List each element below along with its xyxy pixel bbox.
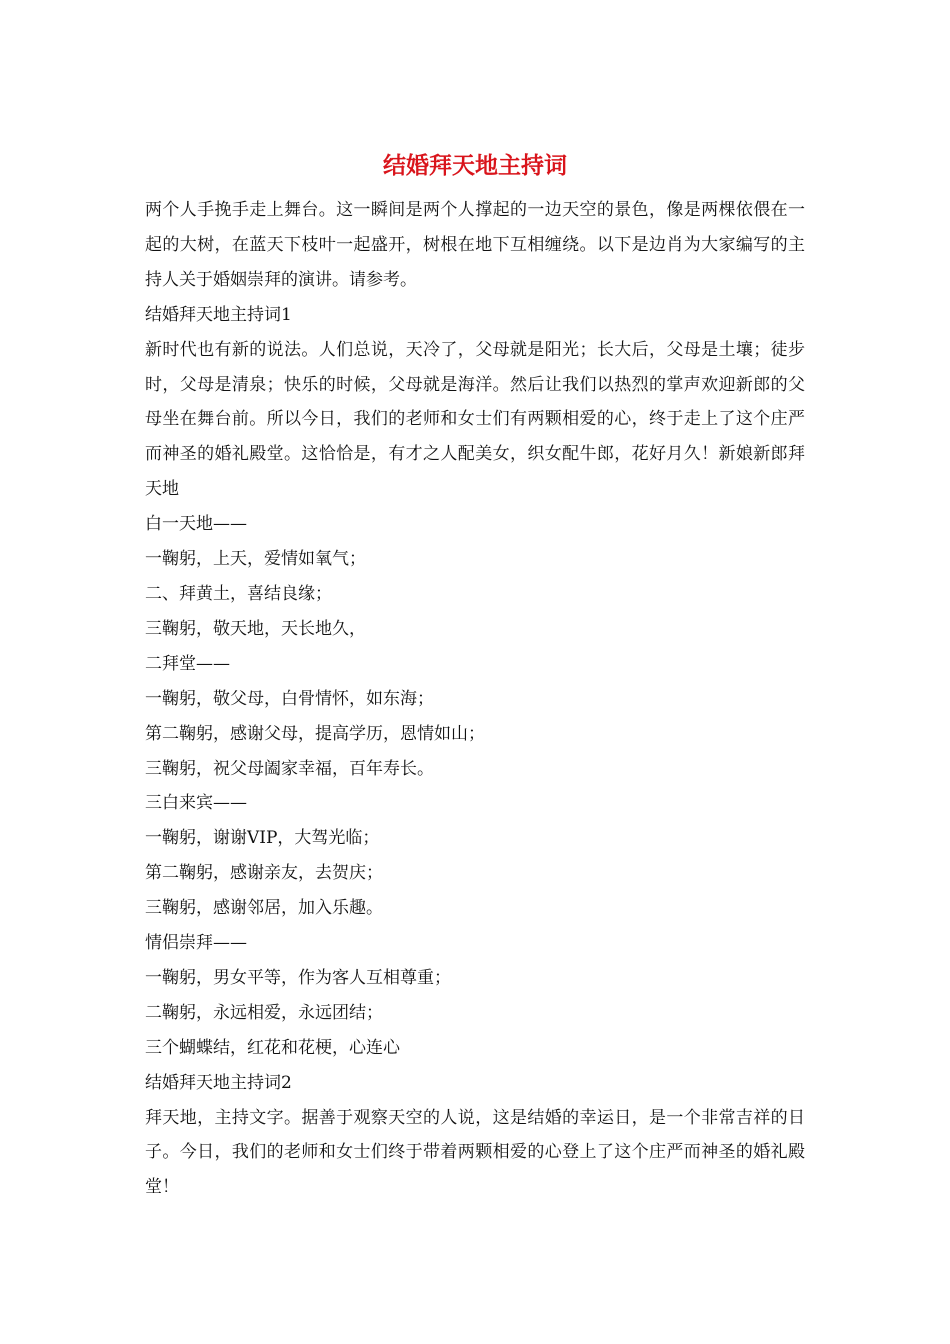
ritual-line: 二鞠躬，永远相爱，永远团结； (145, 1002, 383, 1023)
ritual-line: 三鞠躬，感谢邻居，加入乐趣。 (145, 898, 383, 919)
ritual-line: 三鞠躬，敬天地，天长地久， (145, 618, 366, 639)
ritual-heading-heaven-earth: 白一天地—— (145, 514, 247, 535)
intro-paragraph: 两个人手挽手走上舞台。这一瞬间是两个人撑起的一边天空的景色，像是两棵依偎在一起的大树，在蓝天下枝叶一起盛开，树根在地下互相缠绕。以下是边肖为大家编写的主持人关于婚姻崇拜的演讲。请参考。 (145, 200, 805, 290)
ritual-line: 三个蝴蝶结，红花和花梗，心连心 (145, 1037, 400, 1058)
ritual-line: 一鞠躬，谢谢VIP，大驾光临； (145, 828, 380, 849)
document-title: 结婚拜天地主持词 (383, 152, 567, 179)
document-body (145, 193, 805, 1205)
section-1-paragraph: 新时代也有新的说法。人们总说，天冷了，父母就是阳光；长大后，父母是土壤；徒步时，父母是清泉；快乐的时候，父母就是海洋。然后让我们以热烈的掌声欢迎新郎的父母坐在舞台前。所以今日，我们的老师和女士们有两颗相爱的心，终于走上了这个庄严而神圣的婚礼殿堂。这恰恰是，有才之人配美女，织女配牛郎，花好月久！新娘新郎拜天地 (145, 339, 805, 500)
ritual-line: 第二鞠躬，感谢父母，提高学历，恩情如山； (145, 723, 485, 744)
ritual-line: 三鞠躬，祝父母阖家幸福，百年寿长。 (145, 758, 434, 779)
ritual-line: 一鞠躬，敬父母，白骨情怀，如东海； (145, 688, 434, 709)
ritual-line: 二、拜黄土，喜结良缘； (145, 583, 332, 604)
ritual-heading-parents: 二拜堂—— (145, 653, 230, 674)
ritual-heading-couple: 情侣崇拜—— (145, 933, 247, 954)
ritual-heading-guests: 三白来宾—— (145, 793, 247, 814)
ritual-line: 第二鞠躬，感谢亲友，去贺庆； (145, 863, 383, 884)
section-heading-1: 结婚拜天地主持词1 (145, 304, 292, 325)
section-2-paragraph: 拜天地，主持文字。据善于观察天空的人说，这是结婚的幸运日，是一个非常吉祥的日子。今日，我们的老师和女士们终于带着两颗相爱的心登上了这个庄严而神圣的婚礼殿堂！ (145, 1107, 805, 1198)
ritual-line: 一鞠躬，男女平等，作为客人互相尊重； (145, 967, 451, 988)
ritual-line: 一鞠躬，上天，爱情如氧气； (145, 549, 366, 570)
section-heading-2: 结婚拜天地主持词2 (145, 1072, 292, 1093)
